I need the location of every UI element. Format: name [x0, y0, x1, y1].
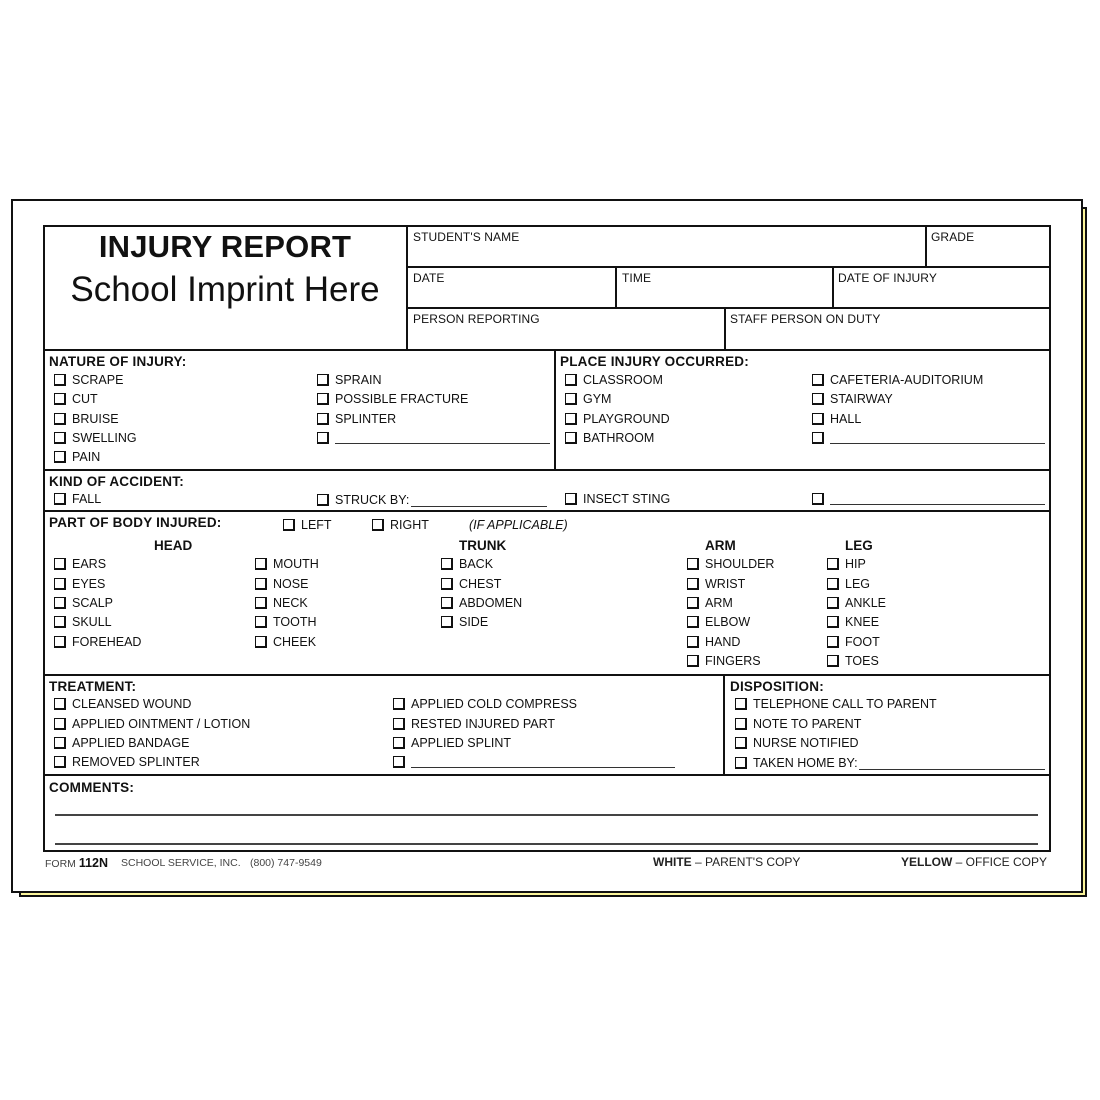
comment-line-2[interactable] [55, 843, 1038, 845]
checkbox-icon[interactable] [255, 558, 267, 570]
label: RIGHT [390, 518, 429, 532]
checkbox-fall[interactable] [54, 492, 101, 506]
checkbox-icon[interactable] [317, 413, 329, 425]
grade-field[interactable]: GRADE [931, 230, 975, 244]
checkbox-stairway[interactable] [812, 392, 893, 406]
place-other-blank[interactable] [830, 431, 1045, 444]
accident-other-blank[interactable] [830, 492, 1045, 505]
checkbox-icon[interactable] [812, 393, 824, 405]
checkbox-toes[interactable] [827, 654, 879, 668]
label: FALL [72, 492, 102, 506]
checkbox-icon[interactable] [735, 718, 747, 730]
yellow-copy-label [901, 855, 1047, 869]
label: APPLIED OINTMENT / LOTION [72, 717, 251, 731]
checkbox-playground[interactable] [565, 412, 670, 426]
label: EARS [72, 557, 107, 571]
checkbox-icon[interactable] [687, 655, 699, 667]
label: HAND [705, 635, 741, 649]
checkbox-icon[interactable] [441, 558, 453, 570]
disposition-title: DISPOSITION: [730, 679, 824, 694]
checkbox-nose[interactable] [255, 577, 308, 591]
checkbox-applied-ointment[interactable] [54, 717, 250, 731]
doi-divider [832, 266, 834, 308]
header-row-line-1 [406, 266, 1051, 268]
checkbox-hip[interactable] [827, 557, 866, 571]
label: REMOVED SPLINTER [72, 755, 200, 769]
label: SKULL [72, 615, 112, 629]
form-title: INJURY REPORT [98, 229, 352, 264]
label: TAKEN HOME BY: [753, 756, 858, 770]
checkbox-cut[interactable] [54, 392, 98, 406]
comment-line-1[interactable] [55, 814, 1038, 816]
company-phone: (800) 747-9549 [250, 857, 322, 869]
checkbox-icon[interactable] [54, 413, 66, 425]
time-divider [615, 266, 617, 308]
checkbox-icon[interactable] [393, 718, 405, 730]
label: CUT [72, 392, 98, 406]
checkbox-applied-splint[interactable] [393, 736, 511, 750]
label: NECK [273, 596, 308, 610]
staff-divider [724, 307, 726, 350]
grade-divider [925, 225, 927, 267]
if-applicable-note: (IF APPLICABLE) [469, 518, 568, 532]
header-divider [406, 225, 408, 351]
checkbox-icon[interactable] [54, 718, 66, 730]
checkbox-foot[interactable] [827, 635, 880, 649]
checkbox-icon[interactable] [687, 636, 699, 648]
nature-of-injury-title: NATURE OF INJURY: [49, 354, 187, 369]
label: BACK [459, 557, 494, 571]
header-row-line-2 [406, 307, 1051, 309]
label: BRUISE [72, 412, 119, 426]
checkbox-icon[interactable] [255, 636, 267, 648]
label: CHEEK [273, 635, 317, 649]
white-copy-label [653, 855, 800, 869]
checkbox-icon[interactable] [812, 493, 824, 505]
checkbox-icon[interactable] [54, 636, 66, 648]
checkbox-icon[interactable] [54, 558, 66, 570]
checkbox-icon[interactable] [54, 393, 66, 405]
checkbox-arm[interactable] [687, 596, 733, 610]
label: SHOULDER [705, 557, 775, 571]
nature-other-blank[interactable] [335, 431, 550, 444]
label: FOOT [845, 635, 880, 649]
arm-title: ARM [705, 538, 736, 553]
checkbox-hall[interactable] [812, 412, 861, 426]
label: CLASSROOM [583, 373, 663, 387]
checkbox-cafeteria-auditorium[interactable] [812, 373, 983, 387]
trunk-title: TRUNK [459, 538, 507, 553]
checkbox-icon[interactable] [393, 737, 405, 749]
staff-on-duty-field[interactable]: STAFF PERSON ON DUTY [730, 312, 881, 326]
checkbox-leg[interactable] [827, 577, 870, 591]
checkbox-icon[interactable] [441, 578, 453, 590]
checkbox-note-to-parent[interactable] [735, 717, 861, 731]
checkbox-mouth[interactable] [255, 557, 319, 571]
label: WRIST [705, 577, 746, 591]
checkbox-icon[interactable] [827, 655, 839, 667]
struck-by-blank[interactable] [411, 494, 547, 507]
checkbox-icon[interactable] [372, 519, 384, 531]
checkbox-icon[interactable] [317, 494, 329, 506]
checkbox-skull[interactable] [54, 615, 112, 629]
checkbox-icon[interactable] [393, 698, 405, 710]
checkbox-back[interactable] [441, 557, 493, 571]
label: ELBOW [705, 615, 751, 629]
checkbox-chest[interactable] [441, 577, 501, 591]
checkbox-icon[interactable] [441, 616, 453, 628]
label: TELEPHONE CALL TO PARENT [753, 697, 937, 711]
checkbox-icon[interactable] [827, 558, 839, 570]
checkbox-cold-compress[interactable] [393, 697, 577, 711]
taken-home-by-blank[interactable] [859, 757, 1045, 770]
checkbox-nurse-notified[interactable] [735, 736, 859, 750]
checkbox-cleansed-wound[interactable] [54, 697, 191, 711]
leg-title: LEG [845, 538, 873, 553]
label: SCALP [72, 596, 113, 610]
label: APPLIED BANDAGE [72, 736, 190, 750]
checkbox-icon[interactable] [735, 737, 747, 749]
header-bottom-line [43, 349, 1051, 351]
checkbox-cheek[interactable] [255, 635, 316, 649]
checkbox-icon[interactable] [565, 432, 577, 444]
checkbox-icon[interactable] [735, 698, 747, 710]
label: NURSE NOTIFIED [753, 736, 859, 750]
label: NOTE TO PARENT [753, 717, 862, 731]
nature-place-divider [554, 349, 556, 470]
label: SPRAIN [335, 373, 382, 387]
person-reporting-field[interactable]: PERSON REPORTING [413, 312, 540, 326]
label: BATHROOM [583, 431, 655, 445]
white-copy-text: – PARENT'S COPY [691, 855, 801, 869]
checkbox-splinter[interactable] [317, 412, 396, 426]
student-name-field[interactable]: STUDENT'S NAME [413, 230, 520, 244]
checkbox-icon[interactable] [687, 558, 699, 570]
date-of-injury-field[interactable]: DATE OF INJURY [838, 271, 937, 285]
accident-bottom-line [43, 510, 1051, 512]
label: TOOTH [273, 615, 317, 629]
checkbox-icon[interactable] [827, 597, 839, 609]
checkbox-left[interactable] [283, 518, 332, 532]
checkbox-icon[interactable] [827, 636, 839, 648]
checkbox-scrape[interactable] [54, 373, 123, 387]
label: SIDE [459, 615, 489, 629]
checkbox-eyes[interactable] [54, 577, 105, 591]
checkbox-gym[interactable] [565, 392, 611, 406]
label: APPLIED SPLINT [411, 736, 512, 750]
checkbox-hand[interactable] [687, 635, 740, 649]
date-field[interactable]: DATE [413, 271, 445, 285]
comments-title: COMMENTS: [49, 780, 135, 795]
checkbox-fingers[interactable] [687, 654, 761, 668]
checkbox-side[interactable] [441, 615, 488, 629]
checkbox-icon[interactable] [565, 374, 577, 386]
checkbox-icon[interactable] [565, 413, 577, 425]
checkbox-telephone-call[interactable] [735, 697, 937, 711]
treatment-other-blank[interactable] [411, 755, 675, 768]
checkbox-right[interactable] [372, 518, 429, 532]
checkbox-icon[interactable] [54, 578, 66, 590]
checkbox-icon[interactable] [827, 578, 839, 590]
checkbox-icon[interactable] [812, 432, 824, 444]
label: FOREHEAD [72, 635, 142, 649]
checkbox-icon[interactable] [54, 451, 66, 463]
checkbox-classroom[interactable] [565, 373, 663, 387]
checkbox-abdomen[interactable] [441, 596, 522, 610]
checkbox-treatment-other[interactable] [393, 755, 675, 768]
checkbox-icon[interactable] [255, 597, 267, 609]
checkbox-swelling[interactable] [54, 431, 137, 445]
checkbox-neck[interactable] [255, 596, 308, 610]
time-field[interactable]: TIME [622, 271, 652, 285]
label: EYES [72, 577, 106, 591]
form-prefix: FORM [45, 858, 76, 870]
checkbox-insect-sting[interactable] [565, 492, 670, 506]
part-of-body-title: PART OF BODY INJURED: [49, 515, 222, 530]
checkbox-shoulder[interactable] [687, 557, 774, 571]
body-bottom-line [43, 674, 1051, 676]
label: MOUTH [273, 557, 319, 571]
checkbox-icon[interactable] [687, 597, 699, 609]
checkbox-icon[interactable] [54, 374, 66, 386]
label: NOSE [273, 577, 309, 591]
label: LEG [845, 577, 871, 591]
checkbox-icon[interactable] [54, 698, 66, 710]
place-injury-occurred-title: PLACE INJURY OCCURRED: [560, 354, 749, 369]
checkbox-icon[interactable] [54, 493, 66, 505]
nature-bottom-line [43, 469, 1051, 471]
kind-of-accident-title: KIND OF ACCIDENT: [49, 474, 184, 489]
checkbox-tooth[interactable] [255, 615, 317, 629]
checkbox-forehead[interactable] [54, 635, 141, 649]
checkbox-icon[interactable] [54, 432, 66, 444]
checkbox-possible-fracture[interactable] [317, 392, 468, 406]
checkbox-icon[interactable] [317, 374, 329, 386]
checkbox-ears[interactable] [54, 557, 106, 571]
checkbox-icon[interactable] [812, 413, 824, 425]
checkbox-icon[interactable] [54, 756, 66, 768]
checkbox-icon[interactable] [735, 757, 747, 769]
label: TOES [845, 654, 879, 668]
checkbox-icon[interactable] [565, 493, 577, 505]
label: SPLINTER [335, 412, 397, 426]
label: CHEST [459, 577, 502, 591]
checkbox-icon[interactable] [54, 597, 66, 609]
label: PLAYGROUND [583, 412, 670, 426]
label: CAFETERIA-AUDITORIUM [830, 373, 984, 387]
checkbox-icon[interactable] [255, 616, 267, 628]
checkbox-applied-bandage[interactable] [54, 736, 189, 750]
white-label: WHITE [653, 855, 692, 869]
label: STRUCK BY: [335, 493, 410, 507]
label: SWELLING [72, 431, 137, 445]
checkbox-icon[interactable] [812, 374, 824, 386]
label: HIP [845, 557, 866, 571]
label: KNEE [845, 615, 880, 629]
checkbox-icon[interactable] [393, 756, 405, 768]
checkbox-nature-other[interactable] [317, 431, 550, 444]
checkbox-place-other[interactable] [812, 431, 1045, 444]
checkbox-taken-home-by[interactable] [735, 756, 1045, 770]
form-number [45, 856, 108, 870]
checkbox-icon[interactable] [565, 393, 577, 405]
school-imprint: School Imprint Here [70, 270, 380, 309]
label: GYM [583, 392, 612, 406]
checkbox-elbow[interactable] [687, 615, 750, 629]
checkbox-knee[interactable] [827, 615, 879, 629]
label: CLEANSED WOUND [72, 697, 192, 711]
checkbox-icon[interactable] [687, 578, 699, 590]
checkbox-icon[interactable] [687, 616, 699, 628]
label: FINGERS [705, 654, 761, 668]
checkbox-bathroom[interactable] [565, 431, 654, 445]
checkbox-wrist[interactable] [687, 577, 745, 591]
label: PAIN [72, 450, 101, 464]
checkbox-icon[interactable] [441, 597, 453, 609]
yellow-label: YELLOW [901, 855, 953, 869]
checkbox-pain[interactable] [54, 450, 100, 464]
checkbox-icon[interactable] [283, 519, 295, 531]
label: STAIRWAY [830, 392, 893, 406]
label: ANKLE [845, 596, 886, 610]
checkbox-icon[interactable] [54, 616, 66, 628]
checkbox-sprain[interactable] [317, 373, 382, 387]
label: ABDOMEN [459, 596, 523, 610]
checkbox-scalp[interactable] [54, 596, 113, 610]
treatment-title: TREATMENT: [49, 679, 137, 694]
label: RESTED INJURED PART [411, 717, 556, 731]
checkbox-accident-other[interactable] [812, 492, 1045, 505]
checkbox-icon[interactable] [827, 616, 839, 628]
checkbox-bruise[interactable] [54, 412, 119, 426]
checkbox-removed-splinter[interactable] [54, 755, 200, 769]
checkbox-icon[interactable] [317, 393, 329, 405]
treatment-disposition-divider [723, 674, 725, 776]
form-number-value: 112N [78, 856, 109, 870]
label: POSSIBLE FRACTURE [335, 392, 469, 406]
yellow-copy-text: – OFFICE COPY [952, 855, 1048, 869]
checkbox-icon[interactable] [317, 432, 329, 444]
label: INSECT STING [583, 492, 671, 506]
label: ARM [705, 596, 733, 610]
company-name: SCHOOL SERVICE, INC. [121, 857, 241, 869]
checkbox-ankle[interactable] [827, 596, 886, 610]
label: APPLIED COLD COMPRESS [411, 697, 578, 711]
checkbox-struck-by[interactable] [317, 493, 547, 507]
treatment-bottom-line [43, 774, 1051, 776]
label: HALL [830, 412, 862, 426]
head-title: HEAD [154, 538, 193, 553]
checkbox-rested-injured-part[interactable] [393, 717, 555, 731]
checkbox-icon[interactable] [54, 737, 66, 749]
label: SCRAPE [72, 373, 124, 387]
label: LEFT [301, 518, 332, 532]
checkbox-icon[interactable] [255, 578, 267, 590]
